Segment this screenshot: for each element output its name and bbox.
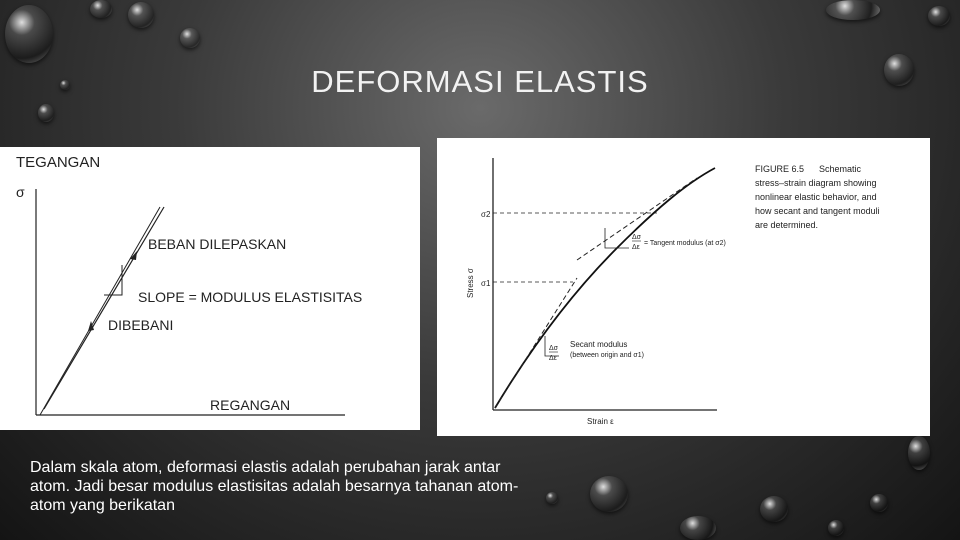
water-drop-decoration — [870, 494, 888, 512]
sigma2-tick-label: σ2 — [481, 210, 491, 219]
x-axis-label: Strain ε — [587, 417, 614, 426]
figure-caption-line: stress–strain diagram showing — [755, 178, 877, 188]
water-drop-decoration — [38, 104, 54, 122]
water-drop-decoration — [826, 0, 880, 20]
water-drop-decoration — [128, 2, 154, 28]
body-caption: Dalam skala atom, deformasi elastis adalah perubahan jarak antar atom. Jadi besar modulus elastisitas adalah besarnya tahanan atom-atom yang berikatan — [30, 459, 519, 514]
water-drop-decoration — [908, 436, 930, 470]
figure-number: FIGURE 6.5 — [755, 164, 805, 174]
y-axis-symbol: σ — [16, 184, 25, 200]
secant-modulus-label: Secant modulus — [570, 340, 628, 349]
y-axis-label: Stress σ — [466, 268, 475, 298]
secant-delta-eps: Δε — [549, 355, 557, 362]
figure-caption-line: how secant and tangent moduli — [755, 206, 880, 216]
figure-caption-line: Schematic — [819, 164, 862, 174]
y-axis-label: TEGANGAN — [16, 154, 101, 171]
slope-triangle — [104, 265, 122, 295]
water-drop-decoration — [828, 520, 844, 536]
figure-caption-line: nonlinear elastic behavior, and — [755, 192, 877, 202]
water-drop-decoration — [680, 516, 716, 540]
nonlinear-elastic-diagram — [437, 138, 930, 436]
x-axis-label: REGANGAN — [210, 397, 291, 413]
secant-modulus-sublabel: (between origin and σ1) — [570, 352, 644, 359]
load-label: DIBEBANI — [108, 317, 174, 333]
tangent-modulus-label: = Tangent modulus (at σ2) — [644, 240, 726, 247]
sigma1-tick-label: σ1 — [481, 279, 491, 288]
water-drop-decoration — [546, 492, 558, 504]
unload-label: BEBAN DILEPASKAN — [148, 236, 287, 252]
water-drop-decoration — [90, 0, 112, 18]
unloading-line — [40, 207, 160, 415]
loading-line — [44, 207, 164, 409]
linear-elastic-diagram — [0, 147, 420, 430]
water-drop-decoration — [180, 28, 200, 48]
water-drop-decoration — [928, 6, 950, 26]
tangent-triangle — [605, 228, 629, 248]
tangent-delta-eps: Δε — [632, 244, 640, 251]
water-drop-decoration — [760, 496, 788, 522]
secant-delta-sigma: Δσ — [549, 345, 558, 352]
stress-strain-curve — [495, 168, 715, 408]
slope-label: SLOPE = MODULUS ELASTISITAS — [138, 289, 363, 305]
tangent-delta-sigma: Δσ — [632, 234, 641, 241]
linear-elastic-svg — [0, 147, 420, 430]
water-drop-decoration — [590, 476, 628, 512]
water-drop-decoration — [5, 5, 53, 63]
nonlinear-elastic-svg — [437, 138, 930, 436]
slide-title: DEFORMASI ELASTIS — [311, 64, 649, 99]
figure-caption-line: are determined. — [755, 220, 819, 230]
